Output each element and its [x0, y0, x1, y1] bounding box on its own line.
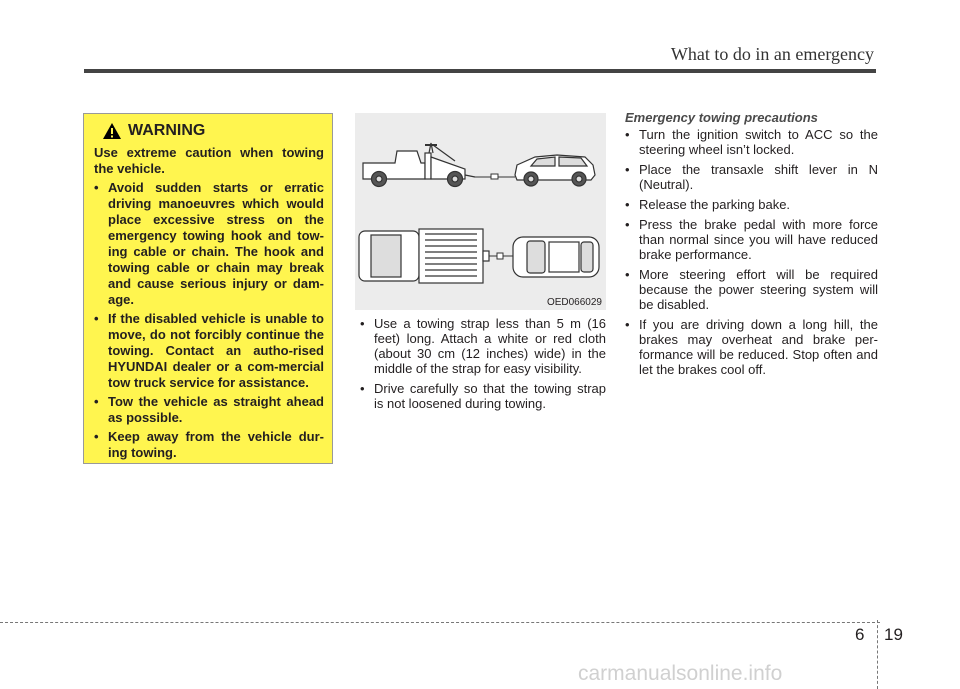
precautions-column	[625, 110, 878, 382]
precaution-item: • Place the transaxle shift lever in N (Neutral).	[625, 162, 878, 192]
towing-illustration	[355, 113, 606, 310]
warning-title: WARNING	[128, 122, 206, 139]
header-rule	[84, 69, 876, 73]
footer-rule	[0, 622, 880, 623]
precaution-item: • If you are driving down a long hill, the brakes may overheat and brake per-formance will be reduced. Stop often and let the brakes cool off.	[625, 317, 878, 377]
warning-item: • If the disabled vehicle is unable to move, do not forcibly continue the towing. Contact an autho-rised HYUNDAI dealer or a com-mercial tow truck service for assistance.	[94, 311, 324, 391]
warning-item: • Tow the vehicle as straight ahead as possible.	[94, 394, 324, 426]
tow-strap-side	[475, 174, 515, 179]
warning-list	[94, 180, 324, 461]
precaution-item: • Release the parking bake.	[625, 197, 878, 212]
precaution-item: • Turn the ignition switch to ACC so the steering wheel isn’t locked.	[625, 127, 878, 157]
warning-item: • Keep away from the vehicle dur-ing towing.	[94, 429, 324, 461]
warning-item: • Avoid sudden starts or erratic driving manoeuvres which would place excessive stress on the emergency towing hook and tow-ing cable or chain. The hook and towing cable or chain may break and cause serious injury or dam-age.	[94, 180, 324, 308]
page-number: 19	[884, 625, 903, 644]
header-title: What to do in an emergency	[670, 44, 874, 64]
precautions-list	[625, 127, 878, 377]
middle-list	[360, 316, 606, 411]
tow-strap-top	[489, 253, 513, 259]
warning-box	[83, 113, 333, 464]
middle-item: • Drive carefully so that the towing strap is not loosened during towing.	[360, 381, 606, 411]
tow-truck-top-icon	[359, 229, 489, 283]
precautions-heading: Emergency towing precautions	[625, 110, 818, 125]
towed-car-side-icon	[515, 155, 595, 186]
precaution-item: • Press the brake pedal with more force than normal since you will have reduced brake performance.	[625, 217, 878, 262]
warning-header	[102, 122, 324, 140]
middle-column	[360, 316, 606, 416]
figure-code: OED066029	[546, 297, 602, 308]
footer-divider	[877, 620, 878, 689]
chapter-number: 6	[855, 625, 865, 644]
towed-car-top-icon	[513, 237, 599, 277]
tow-truck-side-icon	[363, 143, 475, 187]
middle-item: • Use a towing strap less than 5 m (16 feet) long. Attach a white or red cloth (about 30 cm (12 inches) wide) in the middle of the strap for easy visibility.	[360, 316, 606, 376]
precaution-item: • More steering effort will be required because the power steering system will be disabled.	[625, 267, 878, 312]
watermark: carmanualsonline.info	[578, 662, 783, 685]
warning-triangle-icon	[102, 122, 122, 140]
warning-intro: Use extreme caution when towing the vehicle.	[94, 145, 324, 176]
